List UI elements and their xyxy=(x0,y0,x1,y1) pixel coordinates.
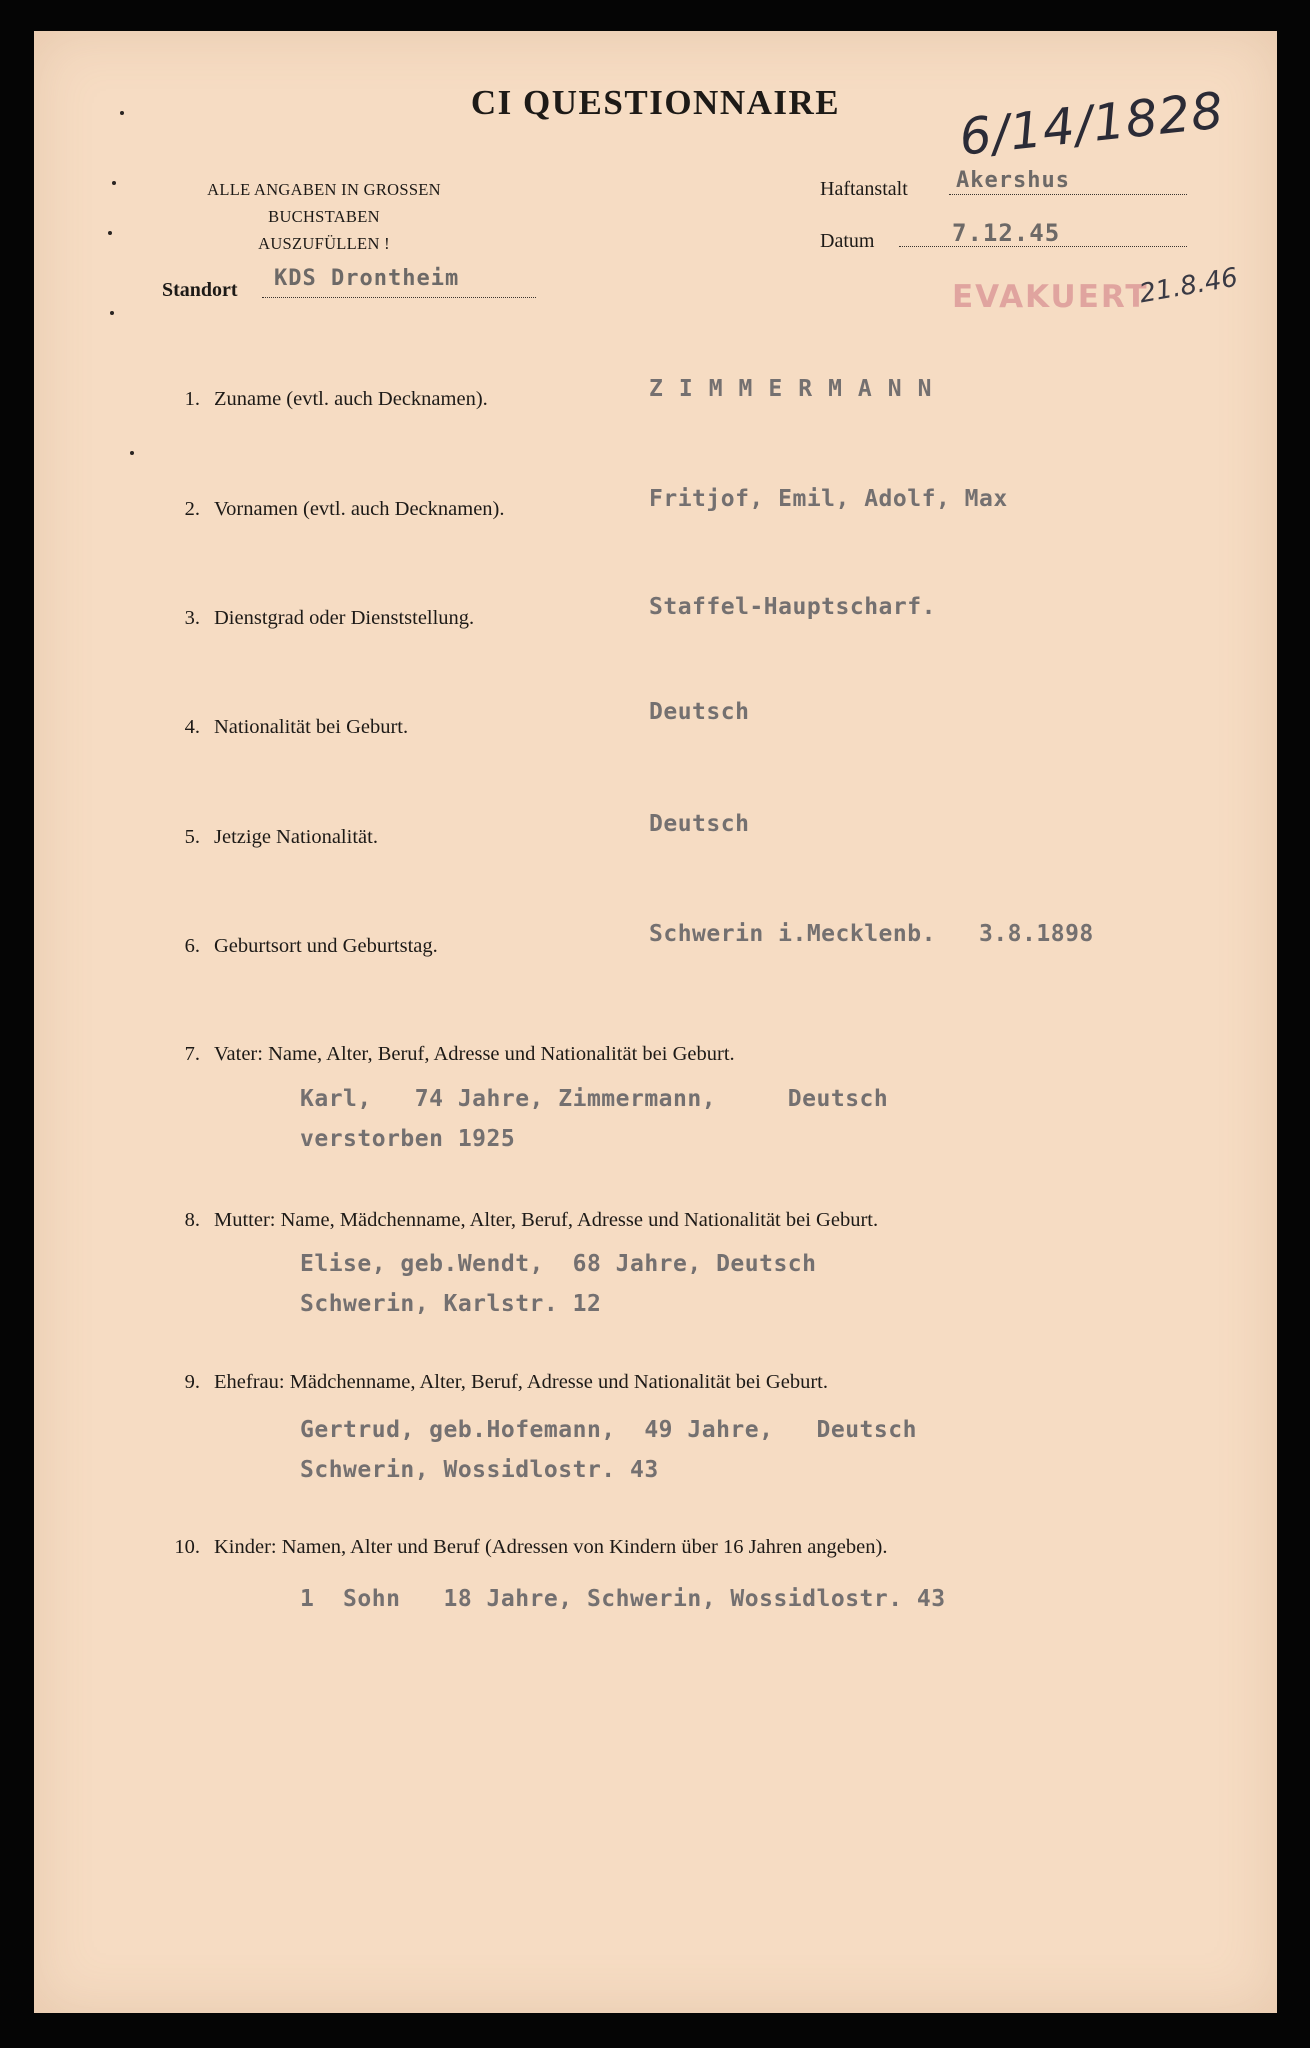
answer-5: Deutsch xyxy=(649,811,750,837)
answer-2: Fritjof, Emil, Adolf, Max xyxy=(649,486,1008,512)
question-8-label: Mutter: Name, Mädchenname, Alter, Beruf, Adresse und Nationalität bei Geburt. xyxy=(214,1209,879,1231)
answer-1: ZIMMERMANN xyxy=(649,376,948,402)
handwritten-file-number: 6/14/1828 xyxy=(956,81,1227,167)
question-2-label: Vornamen (evtl. auch Decknamen). xyxy=(214,498,505,520)
evakuert-stamp: EVAKUERT xyxy=(952,279,1149,315)
question-6 xyxy=(184,935,438,958)
question-8-number: 8. xyxy=(184,1209,200,1231)
question-10-label: Kinder: Namen, Alter und Beruf (Adressen von Kindern über 16 Jahren angeben). xyxy=(214,1536,888,1558)
question-3-label: Dienstgrad oder Dienststellung. xyxy=(214,607,475,629)
instruction-line-1: ALLE ANGABEN IN GROSSEN BUCHSTABEN xyxy=(207,180,441,226)
answer-3: Staffel-Hauptscharf. xyxy=(649,594,936,620)
standort-line xyxy=(262,297,536,298)
question-1-number: 1. xyxy=(184,388,200,410)
question-3 xyxy=(184,607,475,630)
questionnaire-sheet xyxy=(34,31,1277,2013)
question-7-number: 7. xyxy=(184,1043,200,1065)
question-2-number: 2. xyxy=(184,498,200,520)
answer-6: Schwerin i.Mecklenb. 3.8.1898 xyxy=(649,921,1094,947)
question-5-number: 5. xyxy=(184,826,200,848)
paper-speck xyxy=(112,181,116,185)
datum-label: Datum xyxy=(820,230,875,252)
question-9-number: 9. xyxy=(184,1371,200,1393)
question-3-number: 3. xyxy=(184,607,200,629)
answer-9-line-1: Gertrud, geb.Hofemann, 49 Jahre, Deutsch xyxy=(300,1417,917,1443)
question-2 xyxy=(184,498,505,521)
question-10-number: 10. xyxy=(174,1536,200,1558)
question-1-label: Zuname (evtl. auch Decknamen). xyxy=(214,388,488,410)
haftanstalt-label: Haftanstalt xyxy=(820,178,908,200)
question-4-label: Nationalität bei Geburt. xyxy=(214,716,409,738)
question-8 xyxy=(184,1209,879,1232)
question-7 xyxy=(184,1043,735,1066)
answer-8-line-2: Schwerin, Karlstr. 12 xyxy=(300,1291,602,1317)
question-6-number: 6. xyxy=(184,935,200,957)
question-5-label: Jetzige Nationalität. xyxy=(214,826,378,848)
answer-7-line-1: Karl, 74 Jahre, Zimmermann, Deutsch xyxy=(300,1086,889,1112)
answer-8-line-1: Elise, geb.Wendt, 68 Jahre, Deutsch xyxy=(300,1251,817,1277)
datum-value: 7.12.45 xyxy=(952,219,1061,247)
paper-speck xyxy=(110,311,114,315)
question-10 xyxy=(174,1536,888,1559)
capital-letters-instruction xyxy=(159,176,489,257)
paper-speck xyxy=(108,231,112,235)
answer-7-line-2: verstorben 1925 xyxy=(300,1126,516,1152)
question-9 xyxy=(184,1371,828,1394)
standort-label: Standort xyxy=(162,279,238,301)
question-4-number: 4. xyxy=(184,716,200,738)
paper-speck xyxy=(130,451,134,455)
answer-10: 1 Sohn 18 Jahre, Schwerin, Wossidlostr. 43 xyxy=(300,1586,946,1612)
question-5 xyxy=(184,826,378,849)
question-4 xyxy=(184,716,409,739)
haftanstalt-line xyxy=(949,194,1187,195)
question-6-label: Geburtsort und Geburtstag. xyxy=(214,935,438,957)
haftanstalt-value: Akershus xyxy=(956,168,1070,193)
question-1 xyxy=(184,388,488,411)
question-7-label: Vater: Name, Alter, Beruf, Adresse und Nationalität bei Geburt. xyxy=(214,1043,735,1065)
instruction-line-2: AUSZUFÜLLEN ! xyxy=(258,234,390,253)
standort-value: KDS Drontheim xyxy=(274,266,460,291)
paper-speck xyxy=(120,111,124,115)
stamp-handwritten-date: 21.8.46 xyxy=(1137,262,1241,310)
answer-9-line-2: Schwerin, Wossidlostr. 43 xyxy=(300,1457,659,1483)
question-9-label: Ehefrau: Mädchenname, Alter, Beruf, Adresse und Nationalität bei Geburt. xyxy=(214,1371,828,1393)
answer-4: Deutsch xyxy=(649,699,750,725)
document-title: CI QUESTIONNAIRE xyxy=(470,83,841,122)
